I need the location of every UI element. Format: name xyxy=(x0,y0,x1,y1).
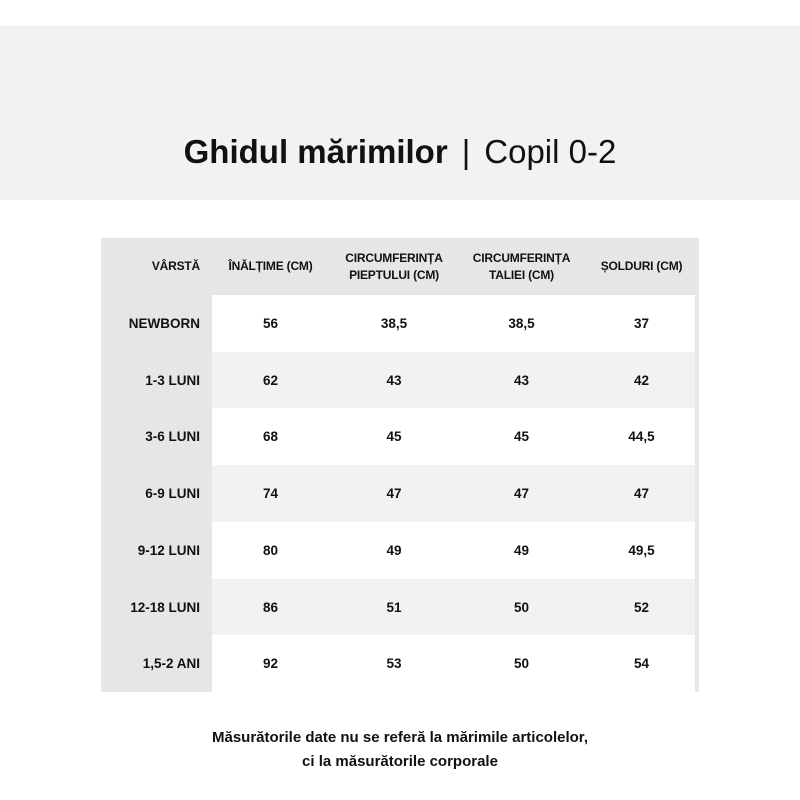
age-cell: 9-12 LUNI xyxy=(137,542,200,558)
table-row xyxy=(101,465,699,522)
value-cell: 56 xyxy=(262,316,279,331)
table-row xyxy=(101,352,699,409)
footnote-line-2: ci la măsurătorile corporale xyxy=(302,753,498,770)
age-cell: 6-9 LUNI xyxy=(145,486,200,502)
value-cell: 80 xyxy=(262,542,279,558)
value-cell: 42 xyxy=(633,372,650,388)
value-cell: 52 xyxy=(633,599,650,615)
value-cell: 92 xyxy=(262,656,279,672)
age-cell: 1-3 LUNI xyxy=(145,372,200,388)
value-cell: 43 xyxy=(386,372,402,388)
value-cell: 45 xyxy=(513,429,530,445)
value-cell: 86 xyxy=(262,599,279,615)
size-table xyxy=(101,238,699,692)
header-inaltime: ÎNĂLȚIME (CM) xyxy=(228,259,313,273)
page-title xyxy=(0,132,800,172)
table-row xyxy=(101,579,699,636)
table-header-row xyxy=(101,238,699,295)
age-cell: 3-6 LUNI xyxy=(145,429,200,445)
value-cell: 37 xyxy=(633,316,650,331)
value-cell: 49 xyxy=(513,542,530,558)
value-cell: 50 xyxy=(513,599,530,615)
title-subtitle: Copil 0-2 xyxy=(484,133,617,170)
value-cell: 62 xyxy=(262,372,279,388)
value-cell: 49,5 xyxy=(628,542,655,558)
value-cell: 74 xyxy=(262,486,279,502)
header-piept: CIRCUMFERINȚA PIEPTULUI (CM) xyxy=(345,250,443,282)
value-cell: 38,5 xyxy=(508,316,535,331)
value-cell: 44,5 xyxy=(628,429,655,445)
value-cell: 68 xyxy=(262,429,279,445)
value-cell: 47 xyxy=(386,486,402,502)
table-row xyxy=(101,295,699,352)
table-row xyxy=(101,635,699,692)
age-cell: 1,5-2 ANI xyxy=(142,656,200,672)
header-talie: CIRCUMFERINȚA TALIEI (CM) xyxy=(472,250,571,282)
value-cell: 51 xyxy=(386,599,402,615)
value-cell: 47 xyxy=(633,486,650,502)
value-cell: 53 xyxy=(386,656,402,672)
footnote xyxy=(0,726,800,774)
value-cell: 38,5 xyxy=(380,316,408,331)
header-varsta: VÂRSTĂ xyxy=(151,259,200,273)
header-banner xyxy=(0,26,800,200)
age-cell: 12-18 LUNI xyxy=(130,599,200,615)
value-cell: 45 xyxy=(386,429,402,445)
value-cell: 49 xyxy=(386,542,402,558)
age-cell: NEWBORN xyxy=(128,316,200,331)
header-solduri: ȘOLDURI (CM) xyxy=(600,259,683,273)
value-cell: 50 xyxy=(513,656,530,672)
value-cell: 54 xyxy=(633,656,650,672)
table-row xyxy=(101,522,699,579)
title-separator: | xyxy=(461,133,471,170)
table-row xyxy=(101,408,699,465)
value-cell: 47 xyxy=(513,486,530,502)
title-main: Ghidul mărimilor xyxy=(183,133,448,170)
value-cell: 43 xyxy=(513,372,530,388)
footnote-line-1: Măsurătorile date nu se referă la mărimile articolelor, xyxy=(212,729,588,746)
